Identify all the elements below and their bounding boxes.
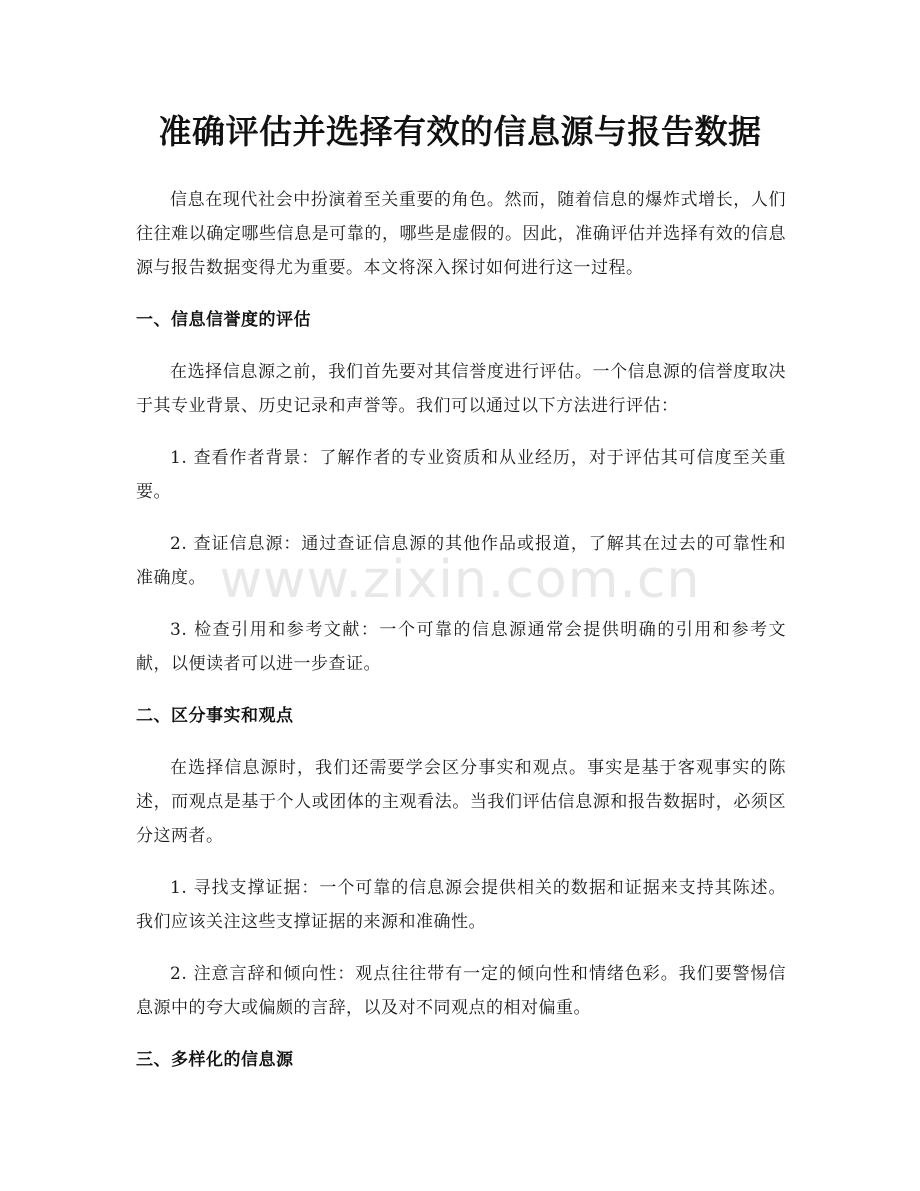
document-body: [136, 183, 786, 1095]
section-heading-credibility: 一、信息信誉度的评估: [136, 310, 311, 330]
fact-opinion-item-1: 1. 寻找支撑证据：一个可靠的信息源会提供相关的数据和证据来支持其陈述。我们应该关注这些支撑证据的来源和准确性。: [136, 878, 786, 932]
credibility-item-1: 1. 查看作者背景：了解作者的专业资质和从业经历，对于评估其可信度至关重要。: [136, 448, 786, 502]
credibility-item-3: 3. 检查引用和参考文献：一个可靠的信息源通常会提供明确的引用和参考文献，以便读者可以进一步查证。: [136, 620, 786, 674]
fact-opinion-item-2: 2. 注意言辞和倾向性：观点往往带有一定的倾向性和情绪色彩。我们要警惕信息源中的夸大或偏颇的言辞，以及对不同观点的相对偏重。: [136, 964, 786, 1018]
credibility-paragraph: 在选择信息源之前，我们首先要对其信誉度进行评估。一个信息源的信誉度取决于其专业背景、历史记录和声誉等。我们可以通过以下方法进行评估：: [136, 362, 786, 416]
document-title: 准确评估并选择有效的信息源与报告数据: [158, 112, 762, 151]
section-heading-fact-opinion: 二、区分事实和观点: [136, 706, 294, 726]
fact-opinion-paragraph: 在选择信息源时，我们还需要学会区分事实和观点。事实是基于客观事实的陈述，而观点是基于个人或团体的主观看法。当我们评估信息源和报告数据时，必须区分这两者。: [136, 758, 786, 846]
section-heading-diverse-sources: 三、多样化的信息源: [136, 1050, 294, 1070]
credibility-item-2: 2. 查证信息源：通过查证信息源的其他作品或报道，了解其在过去的可靠性和准确度。: [136, 534, 786, 588]
watermark: www.zixin.com.cn: [219, 550, 701, 610]
intro-paragraph: 信息在现代社会中扮演着至关重要的角色。然而，随着信息的爆炸式增长，人们往往难以确定哪些信息是可靠的，哪些是虚假的。因此，准确评估并选择有效的信息源与报告数据变得尤为重要。本文将深入探讨如何进行这一过程。: [136, 190, 786, 278]
